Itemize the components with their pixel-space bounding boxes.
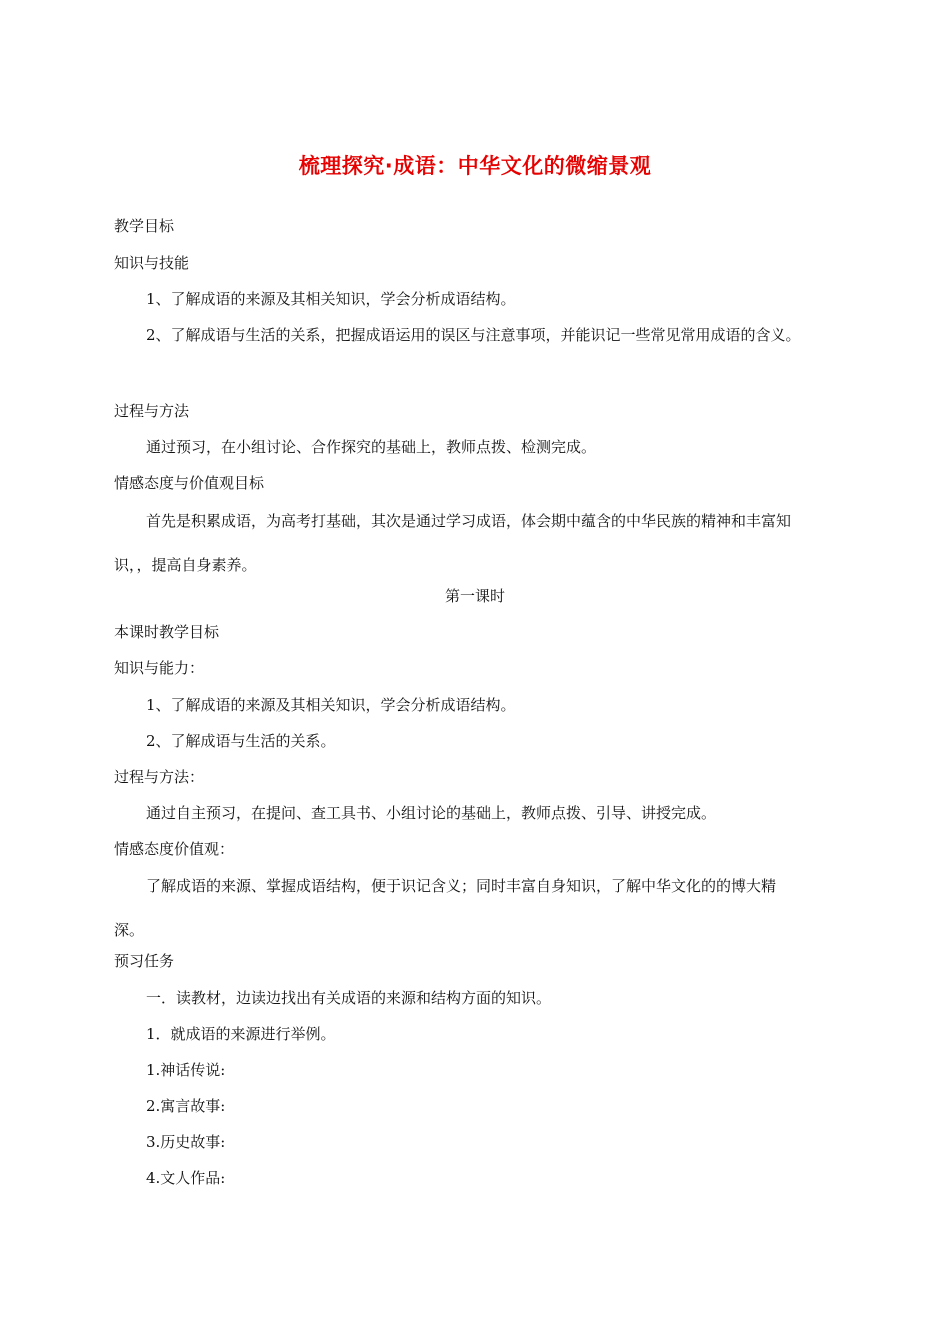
heading-emotion-values: 情感态度与价值观目标 xyxy=(114,474,265,492)
lesson-values-text: 了解成语的来源、掌握成语结构，便于识记含义；同时丰富自身知识，了解中华文化的的博大精深。 xyxy=(114,877,777,939)
source-fable: 2.寓言故事: xyxy=(146,1097,226,1115)
heading-knowledge-ability: 知识与能力： xyxy=(114,659,205,677)
heading-preview-tasks: 预习任务 xyxy=(114,952,175,970)
source-history: 3.历史故事: xyxy=(146,1133,226,1151)
lesson-goal-item-1: 1、了解成语的来源及其相关知识，学会分析成语结构。 xyxy=(146,696,516,714)
heading-lesson-values: 情感态度价值观： xyxy=(114,840,235,858)
source-myth: 1.神话传说: xyxy=(146,1061,226,1079)
source-literature: 4.文人作品: xyxy=(146,1169,226,1187)
heading-lesson-process: 过程与方法： xyxy=(114,768,205,786)
heading-teaching-goals: 教学目标 xyxy=(114,217,175,235)
goal-item-2: 2、了解成语与生活的关系，把握成语运用的误区与注意事项，并能识记一些常见常用成语的含义。 xyxy=(146,326,801,344)
document-title: 梳理探究·成语：中华文化的微缩景观 xyxy=(298,154,652,178)
heading-lesson-goals: 本课时教学目标 xyxy=(114,623,220,641)
goal-item-1: 1、了解成语的来源及其相关知识，学会分析成语结构。 xyxy=(146,290,516,308)
heading-process-method: 过程与方法 xyxy=(114,402,190,420)
heading-knowledge-skills: 知识与技能 xyxy=(114,254,190,272)
lesson-one-heading: 第一课时 xyxy=(444,587,505,605)
lesson-goal-item-2: 2、了解成语与生活的关系。 xyxy=(146,732,336,750)
process-text: 通过预习，在小组讨论、合作探究的基础上，教师点拨、检测完成。 xyxy=(146,438,597,456)
emotion-text: 首先是积累成语，为高考打基础，其次是通过学习成语，体会期中蕴含的中华民族的精神和丰富知识，，提高自身素养。 xyxy=(114,512,792,574)
preview-subtask-1: 1．就成语的来源进行举例。 xyxy=(146,1025,336,1043)
lesson-process-text: 通过自主预习，在提问、查工具书、小组讨论的基础上，教师点拨、引导、讲授完成。 xyxy=(146,804,717,822)
preview-task-1: 一．读教材，边读边找出有关成语的来源和结构方面的知识。 xyxy=(146,989,552,1007)
